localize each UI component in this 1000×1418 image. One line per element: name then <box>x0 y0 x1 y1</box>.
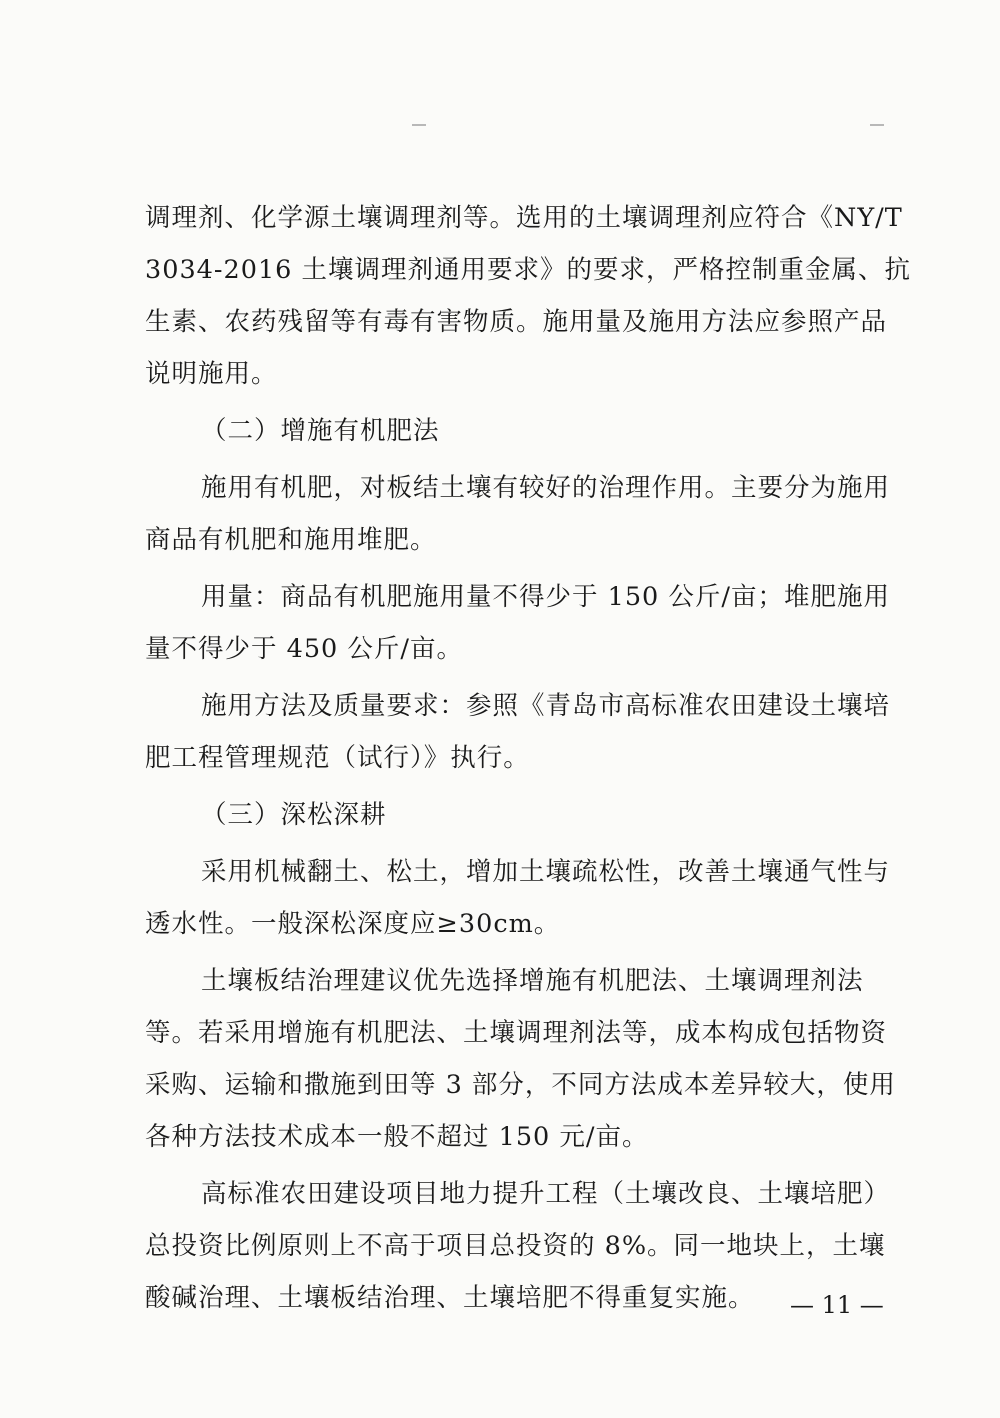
text-line: 施用方法及质量要求：参照《青岛市高标准农田建设土壤培 <box>201 691 891 721</box>
scan-mark <box>870 124 884 126</box>
document-body <box>145 192 912 1324</box>
section-heading <box>145 405 885 457</box>
page-number: — 11 — <box>790 1291 884 1319</box>
text-line: 量不得少于 450 公斤/亩。 <box>145 634 463 664</box>
paragraph-continuation <box>145 192 912 400</box>
text-line: 用量：商品有机肥施用量不得少于 150 公斤/亩；堆肥施用 <box>201 582 890 612</box>
paragraph <box>145 571 890 675</box>
text-line: 透水性。一般深松深度应≥30cm。 <box>145 909 561 939</box>
text-line: 各种方法技术成本一般不超过 150 元/亩。 <box>145 1122 649 1152</box>
scan-mark <box>412 124 426 126</box>
text-line: 采购、运输和撒施到田等 3 部分，不同方法成本差异较大，使用 <box>145 1070 896 1100</box>
text-line: 说明施用。 <box>145 359 278 389</box>
text-line: 高标准农田建设项目地力提升工程（土壤改良、土壤培肥） <box>201 1179 891 1209</box>
paragraph <box>145 955 896 1163</box>
text-line: 商品有机肥和施用堆肥。 <box>145 525 437 555</box>
text-line: 3034-2016 土壤调理剂通用要求》的要求，严格控制重金属、抗 <box>145 255 912 285</box>
text-line: 等。若采用增施有机肥法、土壤调理剂法等，成本构成包括物资 <box>145 1018 888 1048</box>
text-line: 总投资比例原则上不高于项目总投资的 8%。同一地块上，土壤 <box>145 1231 886 1261</box>
text-line: 生素、农药残留等有毒有害物质。施用量及施用方法应参照产品 <box>145 307 888 337</box>
text-line: 调理剂、化学源土壤调理剂等。选用的土壤调理剂应符合《NY/T <box>145 203 903 233</box>
text-line: 施用有机肥，对板结土壤有较好的治理作用。主要分为施用 <box>201 473 891 503</box>
text-line: 土壤板结治理建议优先选择增施有机肥法、土壤调理剂法 <box>201 966 864 996</box>
paragraph <box>145 846 891 950</box>
text-line: 采用机械翻土、松土，增加土壤疏松性，改善土壤通气性与 <box>201 857 891 887</box>
paragraph <box>145 462 891 566</box>
text-line: 肥工程管理规范（试行）》执行。 <box>145 743 530 773</box>
heading-text: （二）增施有机肥法 <box>201 416 440 446</box>
paragraph <box>145 1168 891 1324</box>
paragraph <box>145 680 891 784</box>
text-line: 酸碱治理、土壤板结治理、土壤培肥不得重复实施。 <box>145 1283 755 1313</box>
heading-text: （三）深松深耕 <box>201 800 387 830</box>
section-heading <box>145 789 885 841</box>
